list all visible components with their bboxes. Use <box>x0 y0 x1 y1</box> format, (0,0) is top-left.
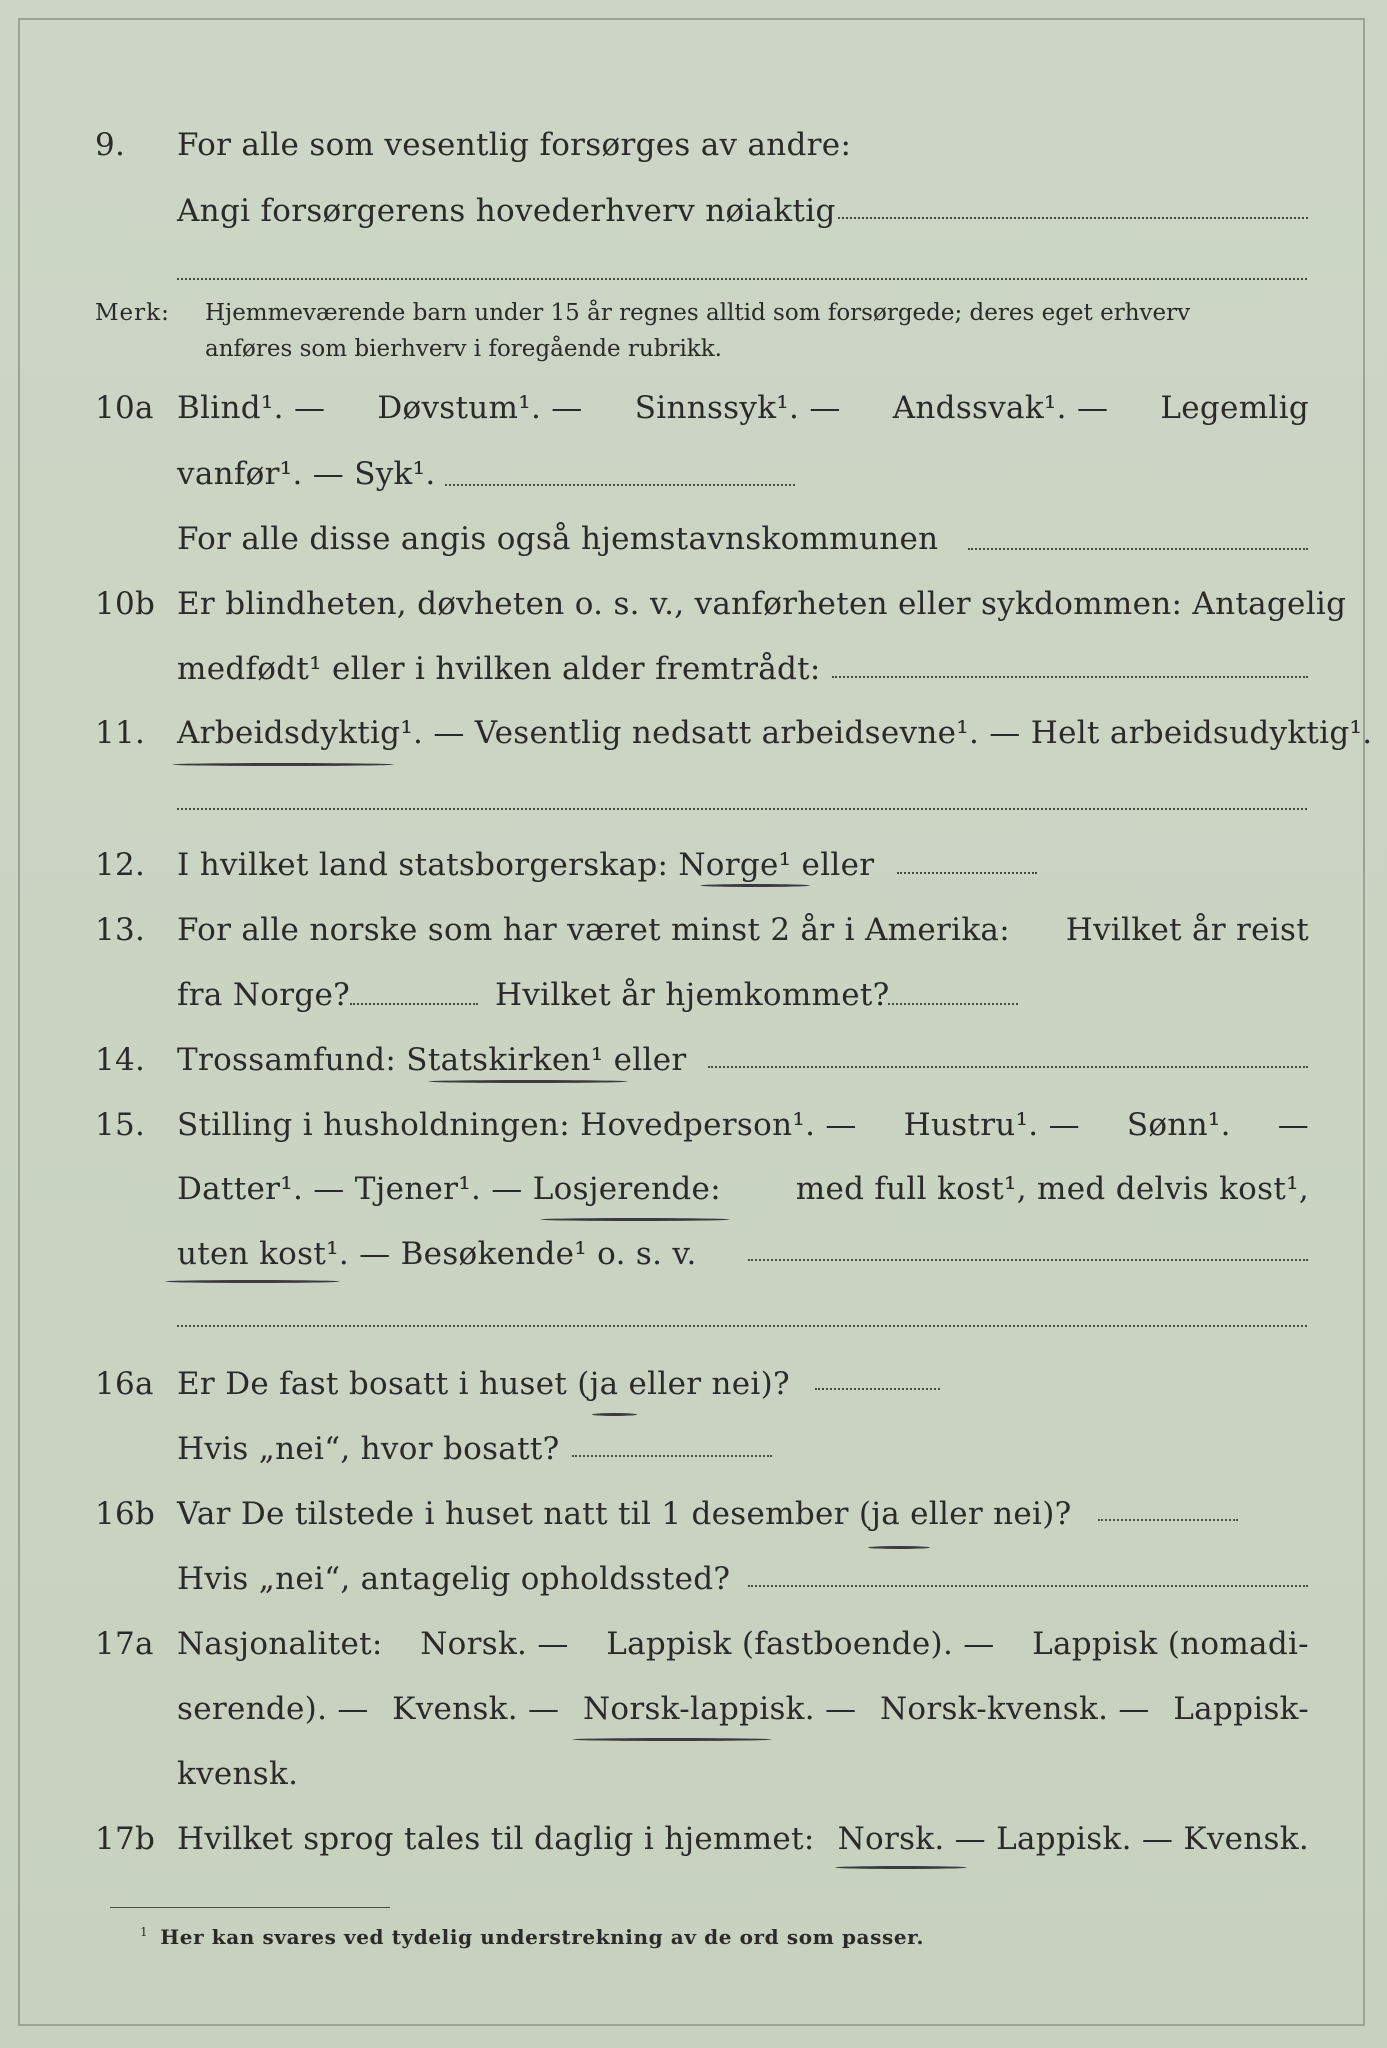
answer-field[interactable] <box>832 676 1308 678</box>
question-text: Datter¹. — Tjener¹. — Losjerende: med full kost¹, med delvis kost¹, <box>177 1171 1309 1207</box>
handwritten-underline <box>868 1546 930 1549</box>
note-text <box>205 296 1190 367</box>
handwritten-underline <box>572 1738 772 1741</box>
option[interactable]: Andssvak¹. — <box>892 390 1109 426</box>
option[interactable]: Norsk-lappisk. — <box>582 1691 857 1727</box>
option[interactable]: Lappisk (nomadi- <box>1032 1626 1309 1662</box>
option[interactable]: Lappisk- <box>1173 1691 1309 1727</box>
handwritten-underline <box>835 1866 967 1869</box>
question-text: Arbeidsdyktig¹. — Vesentlig nedsatt arbeidsevne¹. — Helt arbeidsudyktig¹. <box>177 715 1373 751</box>
option[interactable]: Hustru¹. — <box>903 1107 1080 1143</box>
question-text: Er blindheten, døvheten o. s. v., vanførheten eller sykdommen: Antagelig <box>177 586 1347 622</box>
footnote-separator <box>110 1907 390 1908</box>
option[interactable]: Kvensk. — <box>392 1691 560 1727</box>
question-text: Trossamfund: Statskirken¹ eller <box>177 1042 687 1078</box>
question-number: 11. <box>95 715 146 751</box>
question-text: Var De tilstede i huset natt til 1 desember (ja eller nei)? <box>177 1496 1072 1532</box>
answer-field[interactable] <box>177 278 1307 280</box>
handwritten-underline <box>540 1218 730 1221</box>
question-text: Hvilket år hjemkommet? <box>495 977 890 1013</box>
question-text: uten kost¹. — Besøkende¹ o. s. v. <box>177 1236 697 1272</box>
option[interactable]: Blind¹. — <box>177 390 326 426</box>
note-line: Hjemmeværende barn under 15 år regnes alltid som forsørgede; deres eget erhverv <box>205 300 1191 326</box>
answer-field[interactable] <box>897 872 1037 874</box>
question-text: For alle norske som har været minst 2 år i Amerika: Hvilket år reist <box>177 912 1309 948</box>
handwritten-underline <box>165 1280 340 1283</box>
question-text: For alle disse angis også hjemstavnskommunen <box>177 521 939 557</box>
question-number: 13. <box>95 912 146 948</box>
question-number: 14. <box>95 1042 146 1078</box>
question-text: Nasjonalitet: Norsk. — Lappisk (fastboende). — Lappisk (nomadi- <box>177 1626 1309 1662</box>
answer-field[interactable] <box>1098 1519 1238 1521</box>
handwritten-underline <box>172 763 394 766</box>
question-number: 17a <box>95 1626 154 1662</box>
question-number: 16a <box>95 1366 154 1402</box>
footnote: $^1$ Her kan svares ved tydelig understrekning av de ord som passer. <box>140 1925 925 1949</box>
answer-field[interactable] <box>350 1003 478 1005</box>
question-text: vanfør¹. — Syk¹. <box>177 456 436 492</box>
handwritten-underline <box>592 1413 637 1416</box>
answer-field[interactable] <box>177 808 1307 810</box>
option[interactable]: Norsk. — <box>420 1626 569 1662</box>
option[interactable]: Døvstum¹. — <box>377 390 583 426</box>
option[interactable]: Sinnssyk¹. — <box>634 390 841 426</box>
question-text <box>177 390 1309 426</box>
question-text: kvensk. <box>177 1756 299 1792</box>
answer-field[interactable] <box>445 484 795 486</box>
question-text: fra Norge? <box>177 977 351 1013</box>
answer-field[interactable] <box>177 1325 1307 1327</box>
handwritten-underline <box>700 884 810 887</box>
answer-field[interactable] <box>888 1003 1018 1005</box>
option[interactable]: Lappisk (fastboende). — <box>606 1626 995 1662</box>
question-text: Hvis „nei“, antagelig opholdssted? <box>177 1561 731 1597</box>
question-text: Hvis „nei“, hvor bosatt? <box>177 1431 560 1467</box>
question-text: Angi forsørgerens hovederhverv nøiaktig <box>177 193 836 229</box>
question-number: 9. <box>95 127 126 163</box>
answer-field[interactable] <box>838 217 1308 219</box>
answer-field[interactable] <box>968 548 1308 550</box>
question-number: 12. <box>95 847 146 883</box>
option[interactable]: Norsk-kvensk. — <box>879 1691 1150 1727</box>
option[interactable]: Norsk. — Lappisk. — Kvensk. <box>837 1821 1309 1857</box>
answer-field[interactable] <box>815 1388 940 1390</box>
answer-field[interactable] <box>748 1585 1308 1587</box>
option[interactable]: Sønn¹. <box>1126 1107 1231 1143</box>
question-number: 10a <box>95 390 154 426</box>
question-text: Er De fast bosatt i huset (ja eller nei)? <box>177 1366 790 1402</box>
option[interactable]: Legemlig <box>1160 390 1309 426</box>
note-line: anføres som bierhverv i foregående rubrikk. <box>205 335 722 362</box>
note-label: Merk: <box>95 300 170 326</box>
question-number: 15. <box>95 1107 146 1143</box>
answer-field[interactable] <box>748 1259 1308 1261</box>
question-number: 16b <box>95 1496 156 1532</box>
question-number: 10b <box>95 586 156 622</box>
handwritten-underline <box>428 1080 628 1083</box>
question-number: 17b <box>95 1821 156 1857</box>
answer-field[interactable] <box>572 1455 772 1457</box>
option[interactable]: — <box>1277 1107 1309 1143</box>
question-text: I hvilket land statsborgerskap: Norge¹ eller <box>177 847 875 883</box>
question-text: Stilling i husholdningen: Hovedperson¹. — Hustru¹. — Sønn¹. — <box>177 1107 1309 1143</box>
question-text: For alle som vesentlig forsørges av andre: <box>177 127 852 163</box>
answer-field[interactable] <box>708 1066 1308 1068</box>
question-text: Hvilket sprog tales til daglig i hjemmet: Norsk. — Lappisk. — Kvensk. <box>177 1821 1309 1857</box>
question-text: medfødt¹ eller i hvilken alder fremtrådt: <box>177 651 821 687</box>
question-text: serende). — Kvensk. — Norsk-lappisk. — Norsk-kvensk. — Lappisk- <box>177 1691 1309 1727</box>
